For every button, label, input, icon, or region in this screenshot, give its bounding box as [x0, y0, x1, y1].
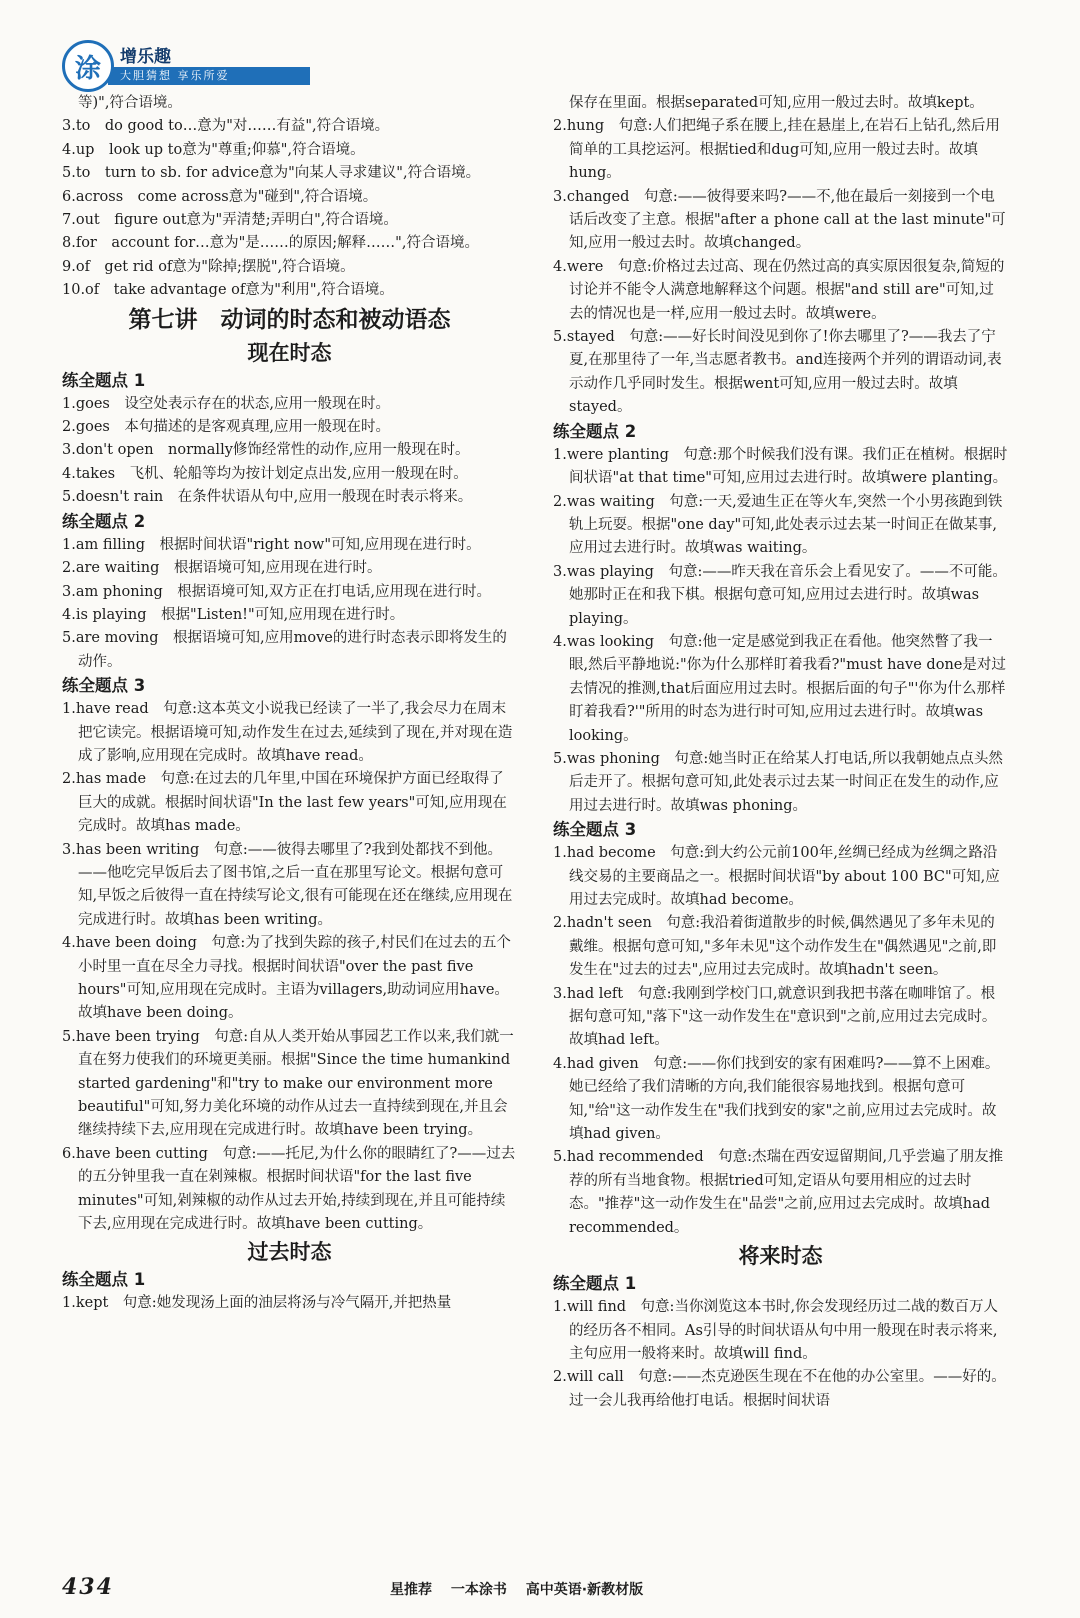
answer-item: 7.out figure out意为"弄清楚;弄明白",符合语境。 [62, 212, 398, 229]
answer-item: 1.will find 句意:当你浏览这本书时,你会发现经历过二战的数百万人的经历各不相同。As引导的时间状语从句中用一般现在时表示将来,主句应用一般将来时。故填will find。 [553, 1299, 999, 1362]
answer-item: 4.have been doing 句意:为了找到失踪的孩子,村民们在过去的五个小时里一直在尽全力寻找。根据时间状语"over the past five hours"可知,应用现在完成时。主语为villagers,助动词应用have。故填have been doing。 [62, 935, 511, 1022]
answer-item-continued: 保存在里面。根据separated可知,应用一般过去时。故填kept。 [569, 95, 984, 111]
logo-emblem: 涂 [62, 40, 114, 92]
left-column [62, 92, 517, 1316]
answer-item: 2.hadn't seen 句意:我沿着街道散步的时候,偶然遇见了多年未见的戴维。根据句意可知,"多年未见"这个动作发生在"偶然遇见"之前,即发生在"过去的过去",应用过去完成时。故填hadn't seen。 [553, 915, 997, 979]
answer-item: 2.will call 句意:——杰克逊医生现在不在他的办公室里。——好的。过一会儿我再给他打电话。根据时间状语 [553, 1369, 1006, 1409]
answer-item: 4.takes 飞机、轮船等均为按计划定点出发,应用一般现在时。 [62, 465, 468, 482]
answer-item: 4.had given 句意:——你们找到安的家有困难吗?——算不上困难。她已经给了我们清晰的方向,我们能很容易地找到。根据句意可知,"给"这一动作发生在"我们找到安的家"之前,应用过去完成时。故填had given。 [553, 1055, 1000, 1143]
answer-item: 2.are waiting 根据语境可知,应用现在进行时。 [62, 560, 382, 577]
brand-name: 增乐趣 [120, 47, 171, 67]
brand-logo [62, 40, 310, 92]
answer-item: 2.goes 本句描述的是客观真理,应用一般现在时。 [62, 419, 390, 436]
section-title-past: 过去时态 [247, 1239, 332, 1265]
answer-item: 3.changed 句意:——彼得要来吗?——不,他在最后一刻接到一个电话后改变了主意。根据"after a phone call at the last minute"可知,应用一般过去时。故填changed。 [553, 188, 1006, 252]
answer-item: 5.have been trying 句意:自从人类开始从事园艺工作以来,我们就一直在努力使我们的环境更美丽。根据"Since the time humankind started gardening"和"try to make our environment more beautiful"可知,努力美化环境的动作从过去一直持续到现在,并且会继续持续下去,应用现在完成进行时。故填have been trying。 [62, 1028, 514, 1139]
footer-book-label: 一本涂书 [450, 1582, 507, 1598]
answer-item: 1.am filling 根据时间状语"right now"可知,应用现在进行时。 [62, 536, 481, 553]
answer-item: 3.has been writing 句意:——彼得去哪里了?我到处都找不到他。——他吃完早饭后去了图书馆,之后一直在那里写论文。根据句意可知,早饭之后彼得一直在持续写论文,很有可能现在还在继续,应用现在完成进行时。故填has been writing。 [62, 841, 513, 928]
footer-subject-label: 高中英语·新教材版 [525, 1582, 644, 1598]
brand-slogan: 大胆猜想 享乐所爱 [108, 67, 310, 85]
answer-item: 9.of get rid of意为"除掉;摆脱",符合语境。 [62, 258, 355, 275]
right-column [553, 92, 1008, 1413]
answer-item: 6.across come across意为"碰到",符合语境。 [62, 188, 378, 205]
subsection-heading: 练全题点 2 [553, 421, 637, 441]
answer-item: 1.kept 句意:她发现汤上面的油层将汤与冷气隔开,并把热量 [62, 1295, 452, 1312]
section-title-future: 将来时态 [738, 1243, 823, 1269]
answer-item: 4.up look up to意为"尊重;仰慕",符合语境。 [62, 141, 365, 158]
answer-item: 4.was looking 句意:他一定是感觉到我正在看他。他突然瞥了我一眼,然后平静地说:"你为什么那样盯着我看?"must have done是对过去情况的推测,that后面应用过去时。根据后面的句子"'你为什么那样盯着我看?'"所用的时态为进行时可知,应用过去进行时。故填was looking。 [553, 633, 1006, 744]
answer-item: 2.has made 句意:在过去的几年里,中国在环境保护方面已经取得了巨大的成就。根据时间状语"In the last few years"可知,应用现在完成时。故填has made。 [62, 771, 507, 835]
answer-item: 4.is playing 根据"Listen!"可知,应用现在进行时。 [62, 606, 405, 623]
answer-item: 5.had recommended 句意:杰瑞在西安逗留期间,几乎尝遍了朋友推荐的所有当地食物。根据tried可知,定语从句要用相应的过去时态。"推荐"这一动作发生在"品尝"之前,应用过去完成时。故填had recommended。 [553, 1149, 1004, 1236]
answer-item: 5.was phoning 句意:她当时正在给某人打电话,所以我朝她点点头然后走开了。根据句意可知,此处表示过去某一时间正在发生的动作,应用过去进行时。故填was phoning。 [553, 750, 1003, 814]
section-title-present: 现在时态 [247, 339, 332, 365]
answer-item: 2.hung 句意:人们把绳子系在腰上,挂在悬崖上,在岩石上钻孔,然后用简单的工具挖运河。根据tied和dug可知,应用一般过去时。故填hung。 [553, 118, 1000, 182]
subsection-heading: 练全题点 1 [553, 1274, 637, 1294]
answer-item: 5.to turn to sb. for advice意为"向某人寻求建议",符合语境。 [62, 165, 481, 182]
answer-item: 5.are moving 根据语境可知,应用move的进行时态表示即将发生的动作。 [62, 630, 507, 670]
answer-item: 6.have been cutting 句意:——托尼,为什么你的眼睛红了?——过去的五分钟里我一直在剁辣椒。根据时间状语"for the last five minutes"可知,剁辣椒的动作从过去开始,持续到现在,并且可能持续下去,应用现在完成进行时。故填have been cutting。 [62, 1145, 516, 1233]
answer-item: 3.am phoning 根据语境可知,双方正在打电话,应用现在进行时。 [62, 583, 492, 600]
subsection-heading: 练全题点 1 [62, 1270, 146, 1290]
answer-item: 2.was waiting 句意:一天,爱迪生正在等火车,突然一个小男孩跑到铁轨上玩耍。根据"one day"可知,此处表示过去某一时间正在做某事,应用过去进行时。故填was waiting。 [553, 493, 1003, 557]
subsection-heading: 练全题点 3 [62, 676, 146, 696]
answer-item: 5.doesn't rain 在条件状语从句中,应用一般现在时表示将来。 [62, 489, 473, 506]
subsection-heading: 练全题点 1 [62, 370, 146, 390]
page-number: 434 [62, 1574, 114, 1600]
answer-item: 10.of take advantage of意为"利用",符合语境。 [62, 282, 394, 299]
answer-item: 3.to do good to…意为"对……有益",符合语境。 [62, 118, 390, 135]
answer-item: 8.for account for…意为"是……的原因;解释……",符合语境。 [62, 235, 479, 252]
answer-item: 3.don't open normally修饰经常性的动作,应用一般现在时。 [62, 442, 470, 459]
footer-series-label: 星推荐 [390, 1582, 432, 1598]
answer-item: 4.were 句意:价格过去过高、现在仍然过高的真实原因很复杂,简短的讨论并不能令人满意地解释这个问题。根据"and still are"可知,过去的情况也是一样,应用一般过去时。故填were。 [553, 258, 1005, 322]
answer-item: 1.had become 句意:到大约公元前100年,丝绸已经成为丝绸之路沿线交易的主要商品之一。根据时间状语"by about 100 BC"可知,应用过去完成时。故填had become。 [553, 845, 1000, 908]
answer-item: 等)",符合语境。 [78, 95, 182, 111]
answer-item: 1.have read 句意:这本英文小说我已经读了一半了,我会尽力在周末把它读完。根据语境可知,动作发生在过去,延续到了现在,并对现在造成了影响,应用现在完成时。故填have read。 [62, 701, 513, 764]
footer-series [390, 1579, 657, 1599]
answer-item: 3.was playing 句意:——昨天我在音乐会上看见安了。——不可能。她那时正在和我下棋。根据句意可知,应用过去进行时。故填was playing。 [553, 563, 1007, 627]
subsection-heading: 练全题点 2 [62, 511, 146, 531]
answer-item: 1.were planting 句意:那个时候我们没有课。我们正在植树。根据时间状语"at that time"可知,应用过去进行时。故填were planting。 [553, 446, 1008, 487]
lecture-title: 第七讲 动词的时态和被动语态 [128, 305, 451, 333]
answer-item: 1.goes 设空处表示存在的状态,应用一般现在时。 [62, 395, 390, 412]
answer-item: 3.had left 句意:我刚到学校门口,就意识到我把书落在咖啡馆了。根据句意可知,"落下"这一动作发生在"意识到"之前,应用过去完成时。故填had left。 [553, 985, 997, 1049]
answer-item: 5.stayed 句意:——好长时间没见到你了!你去哪里了?——我去了宁夏,在那里待了一年,当志愿者教书。and连接两个并列的谓语动词,表示动作几乎同时发生。根据went可知,应用一般过去时。故填stayed。 [553, 329, 1002, 416]
subsection-heading: 练全题点 3 [553, 820, 637, 840]
